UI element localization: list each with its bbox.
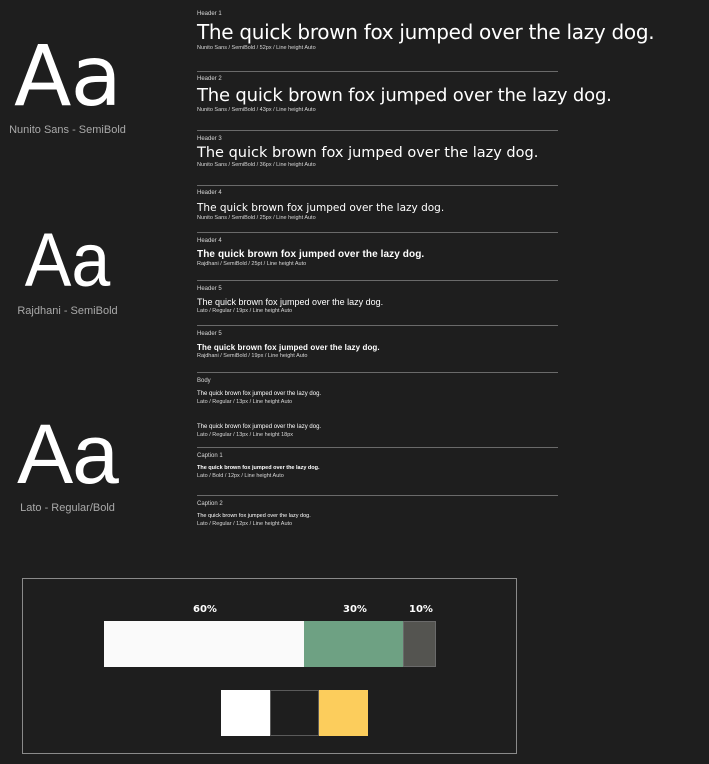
type-style-sample: The quick brown fox jumped over the lazy dog.: [197, 145, 539, 161]
type-style-spec: Lato / Regular / 12px / Line height Auto: [197, 521, 293, 527]
swatch-yellow: [319, 690, 368, 736]
ratio-label-primary: 60%: [193, 604, 217, 615]
type-style-label: Header 5: [197, 331, 222, 337]
type-style-label: Header 4: [197, 190, 222, 196]
type-style-sample: The quick brown fox jumped over the lazy dog.: [197, 297, 384, 307]
ratio-bar-secondary: [304, 621, 403, 667]
type-style-caption-1: [197, 453, 558, 480]
type-style-spec: Rajdhani / SemiBold / 19px / Line height Auto: [197, 353, 308, 359]
type-style-label: Header 5: [197, 286, 222, 292]
type-style-header-2: [197, 76, 612, 114]
specimen-glyph: Aa: [17, 407, 118, 501]
type-style-sample: The quick brown fox jumped over the lazy dog.: [197, 20, 655, 44]
type-style-header-5-lato: [197, 286, 558, 315]
type-style-sample: The quick brown fox jumped over the lazy dog.: [197, 424, 322, 430]
type-style-spec: Lato / Regular / 19px / Line height Auto: [197, 308, 293, 314]
ratio-bar-accent: [403, 621, 436, 667]
type-style-spec: Nunito Sans / SemiBold / 25px / Line height Auto: [197, 215, 316, 221]
type-style-sample: The quick brown fox jumped over the lazy dog.: [197, 465, 320, 471]
type-style-header-3: [197, 136, 558, 169]
divider: [197, 232, 558, 233]
specimen-lato: [0, 407, 135, 514]
type-style-spec: Lato / Regular / 13px / Line height Auto: [197, 399, 293, 405]
type-style-spec: Nunito Sans / SemiBold / 36px / Line height Auto: [197, 162, 316, 168]
type-style-sample: The quick brown fox jumped over the lazy dog.: [197, 343, 380, 352]
color-palette: [22, 578, 517, 754]
specimen-caption: Nunito Sans - SemiBold: [9, 124, 126, 136]
type-style-header-4-rajdhani: [197, 238, 558, 268]
type-style-label: Caption 2: [197, 501, 223, 507]
type-style-spec: Rajdhani / SemiBold / 25pt / Line height Auto: [197, 261, 307, 267]
divider: [197, 130, 558, 131]
specimen-nunito-sans: [0, 27, 135, 136]
type-style-label: Header 3: [197, 136, 222, 142]
type-style-spec: Lato / Bold / 12px / Line height Auto: [197, 473, 284, 479]
type-style-spec: Lato / Regular / 13px / Line height 18px: [197, 432, 294, 438]
type-style-header-4-nunito: [197, 190, 558, 222]
specimen-rajdhani: [0, 218, 135, 317]
divider: [197, 325, 558, 326]
ratio-label-secondary: 30%: [343, 604, 367, 615]
type-style-sample: The quick brown fox jumped over the lazy dog.: [197, 249, 425, 260]
type-style-label: Header 2: [197, 76, 222, 82]
swatch-black: [270, 690, 319, 736]
divider: [197, 71, 558, 72]
specimen-glyph: Aa: [24, 218, 111, 303]
divider: [197, 447, 558, 448]
ratio-label-accent: 10%: [409, 604, 433, 615]
specimen-caption: Lato - Regular/Bold: [20, 502, 115, 514]
type-style-sample: The quick brown fox jumped over the lazy dog.: [197, 202, 445, 214]
divider: [197, 495, 558, 496]
type-style-spec: Nunito Sans / SemiBold / 43px / Line height Auto: [197, 107, 316, 113]
type-style-spec: Nunito Sans / SemiBold / 52px / Line height Auto: [197, 45, 316, 51]
type-style-sample: The quick brown fox jumped over the lazy dog.: [197, 85, 612, 106]
type-style-label: Caption 1: [197, 453, 223, 459]
type-style-header-1: [197, 11, 655, 52]
type-style-body: [197, 378, 558, 406]
divider: [197, 185, 558, 186]
divider: [197, 372, 558, 373]
ratio-bar-primary: [104, 621, 304, 667]
specimen-glyph: Aa: [14, 27, 121, 125]
divider: [197, 280, 558, 281]
type-style-label: Header 4: [197, 238, 222, 244]
type-style-sample: The quick brown fox jumped over the lazy dog.: [197, 391, 322, 397]
type-style-header-5-rajdhani: [197, 331, 558, 360]
swatch-white: [221, 690, 270, 736]
specimen-caption: Rajdhani - SemiBold: [17, 305, 118, 317]
type-style-label: Body: [197, 378, 211, 384]
type-style-sample: The quick brown fox jumped over the lazy dog.: [197, 513, 311, 519]
type-style-caption-2: [197, 501, 558, 528]
type-style-label: Header 1: [197, 11, 222, 17]
type-style-body-line-height: [197, 421, 558, 439]
